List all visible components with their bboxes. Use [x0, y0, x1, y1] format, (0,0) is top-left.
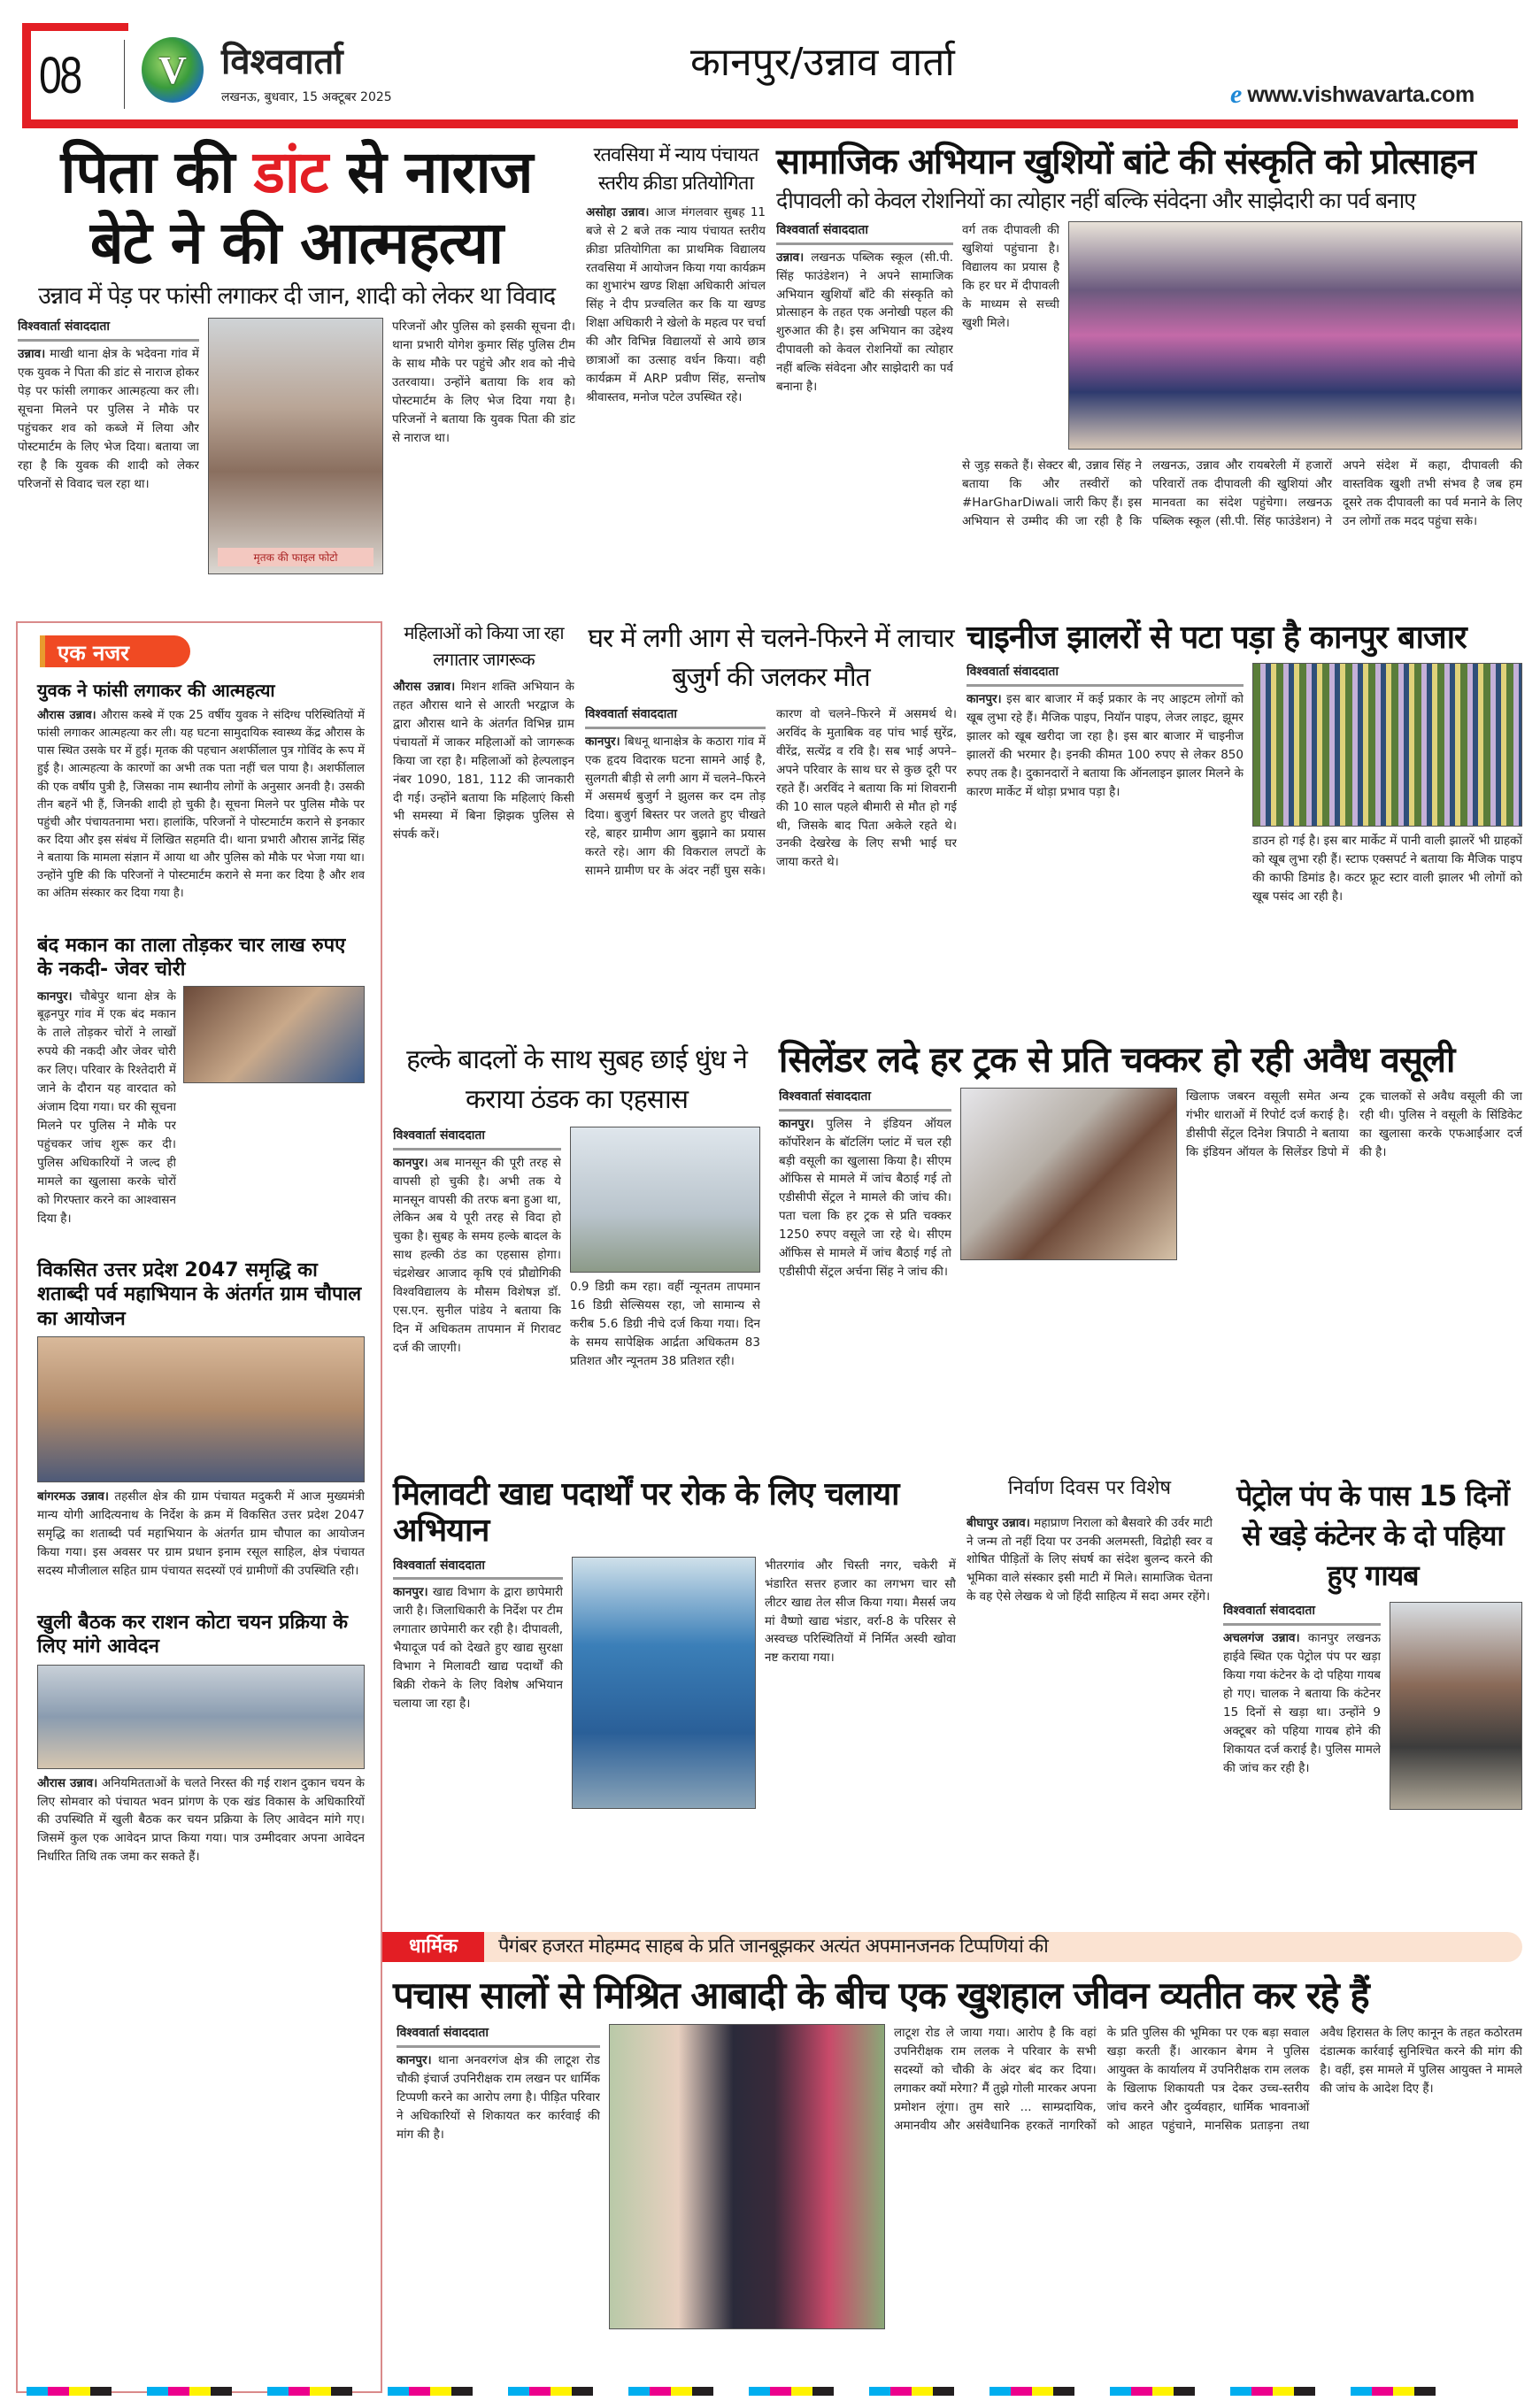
brief-story: [37, 1611, 365, 1867]
dateline: असोहा उन्नाव।: [586, 204, 650, 219]
registration-group: [388, 2387, 473, 2396]
body-text: चौबेपुर थाना क्षेत्र के बूढ़नपुर गांव में एक बंद मकान के ताले तोड़कर चोरों ने लाखों रुपये की नकदी और जेवर चोरी कर लिए। परिवार के रिश्तेदारी में जाने के दौरान यह वारदात को अंजाम दिया गया। घर की सूचना मिलने पर पुलिस ने मौके पर पहुंचकर जांच शुरू कर दी। पुलिस अधिकारियों ने जल्द ही मामले का खुलासा करके चोरों को गिरफ्तार करने का आश्वासन दिया है।: [37, 989, 176, 1226]
registration-group: [267, 2387, 352, 2396]
brief-body: [37, 1488, 365, 1581]
registration-group: [869, 2387, 954, 2396]
theft-photo: [183, 986, 365, 1083]
brief-headline: बंद मकान का ताला तोड़कर चार लाख रुपए के नकदी- जेवर चोरी: [37, 934, 346, 981]
petrol-columns: [1223, 1602, 1522, 1928]
registration-swatch: [749, 2387, 770, 2396]
body-text: तहसील क्षेत्र की ग्राम पंचायत मदुकरी में आज मुख्यमंत्री मान्य योगी आदित्यनाथ के निर्देश के क्रम में विकसित उत्तर प्रदेश 2047 समृद्धि का शताब्दी पर्व महाभियान के अंतर्गत ग्राम चौपाल का आयोजन किया गया। इस अवसर पर ग्राम प्रधान इनाम रसूल साहिल, क्षेत्र पंचायत सदस्य मौजीलाल सहित ग्राम पंचायत सदस्यों एवं ग्रामीणों की उपस्थिति रही।: [37, 1489, 365, 1578]
registration-swatch: [551, 2387, 572, 2396]
chinese-right: [1252, 663, 1522, 1031]
registration-swatch: [168, 2387, 189, 2396]
registration-swatch: [388, 2387, 409, 2396]
diwali-body-col1: [776, 221, 953, 615]
dharmik-body-2: लाटूश रोड ले जाया गया। आरोप है कि वहां उपनिरीक्षक राम ललक ने परिवार के सभी सदस्यों को चौकी के अंदर बंद कर दिया। लगाकर क्यों मरेगा? मैं तुझे गोली मारकर अपना प्रमोशन लूंगा। तुम सारे ... साम्प्रदायिक, अमानवीय और असंवैधानिक हरकतें नागरिकों के प्रति पुलिस की भूमिका पर एक बड़ा सवाल खड़ा करती हैं। आरकान बेगम ने पुलिस आयुक्त के कार्यालय में उपनिरीक्षक राम ललक के खिलाफ शिकायती पत्र देकर उच्च-स्तरीय जांच करने और दुर्व्यवहार, धार्मिक भावनाओं को आहत पहुंचाने, मानसिक प्रताड़ना तथा अवैध हिरासत के लिए कानून के तहत कठोरतम दंडात्मक कार्रवाई सुनिश्चित करने की मांग की है। वहीं, इस मामले में पुलिस आयुक्त ने मामले की जांच के आदेश दिए हैं।: [894, 2026, 1522, 2133]
dateline: बांगरमऊ उन्नाव।: [37, 1489, 110, 1504]
brief-story: [37, 1258, 365, 1581]
diwali-body-col2: वर्ग तक दीपावली की खुशियां पहुंचाना है। विद्यालय का प्रयास है कि हर घर में दीपावली के माध्यम से सच्ची खुशी मिले।: [962, 223, 1059, 330]
brief-headline: युवक ने फांसी लगाकर की आत्महत्या: [37, 680, 275, 701]
registration-swatch: [628, 2387, 650, 2396]
header-red-bottom: [22, 119, 1518, 128]
sports-body: [586, 204, 766, 611]
mahila-body: [393, 678, 574, 1031]
diwali-photo: [1068, 221, 1522, 450]
registration-swatch: [1273, 2387, 1294, 2396]
dateline: कानपुर।: [393, 1585, 428, 1600]
headline-red-word: डांट: [253, 138, 328, 206]
registration-swatch: [1011, 2387, 1032, 2396]
petrol-headline: पेट्रोल पंप के पास 15 दिनों से खड़े कंटेनर के दो पहिया हुए गायब: [1236, 1479, 1509, 1592]
browser-e-icon: e: [1230, 80, 1243, 109]
logo-v-icon: V: [158, 48, 187, 92]
body-text: इस बार बाजार में कई प्रकार के नए आइटम लोगों को खूब लुभा रहे हैं। मैजिक पाइप, नियॉन पाइप, लेजर लाइट, झूमर झालर को खूब खरीदा जा रहा है। इस बार बाजार में चाइनीज झालरों की भरमार है। इनकी कीमत 100 रुपए से लेकर 850 रुपए तक है। दुकानदारों ने बताया कि ऑनलाइन झालर मिलने के कारण मार्केट में थोड़ा प्रभाव पड़ा है।: [966, 692, 1244, 799]
registration-swatch: [1053, 2387, 1074, 2396]
nirvan-story: [966, 1476, 1213, 1928]
registration-group: [749, 2387, 834, 2396]
dharmik-columns: [397, 2024, 1522, 2379]
header-red-left: [22, 23, 31, 127]
weather-story: [393, 1040, 760, 1469]
brief-headline: विकसित उत्तर प्रदेश 2047 समृद्धि का शताब्दी पर्व महाभियान के अंतर्गत ग्राम चौपाल का आयोजन: [37, 1258, 362, 1330]
registration-swatch: [812, 2387, 834, 2396]
registration-swatch: [1251, 2387, 1273, 2396]
header-red-top: [22, 23, 128, 31]
byline: विश्ववार्ता संवाददाता: [393, 1557, 563, 1581]
dateline: औरास उन्नाव।: [393, 680, 456, 694]
ek-nazar-label: एक नजर: [40, 635, 190, 667]
headline-line-2: बेटे ने की आत्महत्या: [89, 209, 504, 277]
fire-body: [585, 705, 957, 1031]
registration-swatch: [1414, 2387, 1436, 2396]
body-text: कानपुर लखनऊ हाईवे स्थित एक पेट्रोल पंप पर खड़ा किया गया कंटेनर के दो पहिया गायब हो गए। चालक ने बताया कि कंटेनर 15 दिनों से खड़ा था। उन्होंने 9 अक्टूबर को पहिया गायब होने की शिकायत दर्ज कराई है। पुलिस मामले की जांच कर रही है।: [1223, 1631, 1381, 1775]
registration-swatch: [1294, 2387, 1315, 2396]
brief-story: [37, 680, 365, 904]
lead-columns: [18, 318, 575, 613]
diwali-headline: सामाजिक अभियान खुशियों बांटे की संस्कृति को प्रोत्साहन: [776, 142, 1475, 182]
registration-swatch: [912, 2387, 933, 2396]
weather-body: [393, 1127, 561, 1469]
registration-swatch: [770, 2387, 791, 2396]
lead-subhead: उन्नाव में पेड़ पर फांसी लगाकर दी जान, शादी को लेकर था विवाद: [38, 282, 555, 310]
registration-swatch: [147, 2387, 168, 2396]
container-truck-photo: [1390, 1602, 1522, 1810]
section-tag: धार्मिक: [382, 1932, 484, 1962]
registration-group: [1230, 2387, 1315, 2396]
registration-swatch: [289, 2387, 310, 2396]
body-text: माखी थाना क्षेत्र के भदेवना गांव में एक युवक ने पिता की डांट से नाराज होकर पेड़ पर फांसी लगाकर आत्महत्या कर ली। सूचना मिलने पर पुलिस ने मौके पर पहुंचकर शव को कब्जे में लिया और पोस्टमार्टम के लिए भेज दिया। बताया जा रहा है कि युवक की शादी को लेकर परिजनों से विवाद चल रहा था।: [18, 347, 199, 491]
milawati-body-2: भीतरगांव और चिस्ती नगर, चकेरी में भंडारित सत्तर हजार का लगभग चार सौ लीटर खाद्य तेल सीज किया गया। मैसर्स जय मां वैष्णो खाद्य भंडार, वर्रा-8 के परिसर से अस्वच्छ परिस्थितियों में निर्मित अस्वी खोवा नष्ट कराया गया।: [765, 1558, 956, 1666]
registration-swatch: [409, 2387, 430, 2396]
registration-marks: [27, 2387, 1522, 2396]
brief-body: [37, 707, 365, 904]
dharmik-story: [382, 1932, 1522, 2379]
dateline: कानपुर।: [393, 1155, 428, 1170]
registration-swatch: [1230, 2387, 1251, 2396]
brief-headline: खुली बैठक कर राशन कोटा चयन प्रक्रिया के लिए मांगे आवेदन: [37, 1611, 349, 1658]
chinese-body-2: डाउन हो गई है। इस बार मार्केट में पानी वाली झालरें भी ग्राहकों को खूब लुभा रही हैं। स्टाफ एक्सपर्ट ने बताया कि मैजिक पाइप की काफी डिमांड है। कटर फ्रूट स्टार वाली झालर भी लोगों को खूब पसंद आ रही है।: [1252, 834, 1522, 904]
chinese-lights-story: [966, 619, 1522, 1031]
body-text: पुलिस ने इंडियन ऑयल कॉर्पोरेशन के बॉटलिंग प्लांट में चल रही बड़ी वसूली का खुलासा किया है। सीएम ऑफिस से मामले में जांच बैठाई गई तो एडीसीपी सेंट्रल ने मामले की जांच की। पता चला कि हर ट्रक से प्रति चक्कर 1250 रुपए वसूले जा रहे थे। सीएम ऑफिस से मामले में जांच बैठाई गई तो एडीसीपी सेंट्रल अर्चना सिंह ने जांच की।: [779, 1116, 951, 1280]
dateline: कानपुर।: [779, 1116, 814, 1131]
registration-swatch: [267, 2387, 289, 2396]
registration-swatch: [1110, 2387, 1131, 2396]
body-text: आज मंगलवार सुबह 11 बजे से 2 बजे तक न्याय पंचायत स्तरीय क्रीडा प्रतियोगिता का प्राथमिक विद्यालय रतवसिया में आयोजन किया गया कार्यक्रम का शुभारंभ खण्ड शिक्षा अधिकारी आंचल सिंह ने दीप प्रज्वलित कर कि या खण्ड शिक्षा अधिकारी ने खेलो के महत्व पर चर्चा की और विभिन्न विद्यालयों से आये छात्र छात्राओं का उत्साह वर्धन किया। वही कार्यक्रम में ARP प्रवीण सिंह, सन्तोष श्रीवास्तव, मनोज पटेल उपस्थित रहे।: [586, 204, 766, 404]
cylinder-columns: [779, 1088, 1522, 1469]
headline-part: से नाराज: [327, 138, 533, 206]
cylinder-story: [779, 1040, 1522, 1469]
body-text: अनियमितताओं के चलते निरस्त की गई राशन दुकान चयन के लिए सोमवार को पंचायत भवन प्रांगण के एक खंड विकास के अधिकारियों की उपस्थिति में खुली बैठक कर चयन प्रक्रिया के लिए आवेदन मांगे गए। जिसमें कुल एक आवेदन प्राप्त किया गया। पात्र उम्मीदवार अपना आवेदन निर्धारित तिथि तक जमा कर सकते हैं।: [37, 1775, 365, 1865]
registration-swatch: [791, 2387, 812, 2396]
registration-swatch: [1032, 2387, 1053, 2396]
chinese-body: [966, 663, 1244, 1031]
registration-group: [27, 2387, 112, 2396]
byline: विश्ववार्ता संवाददाता: [397, 2024, 600, 2048]
dateline: बीघापुर उन्नाव।: [966, 1515, 1030, 1530]
dateline: अचलगंज उन्नाव।: [1223, 1631, 1300, 1646]
cylinder-headline: सिलेंडर लदे हर ट्रक से प्रति चक्कर हो रही अवैध वसूली: [779, 1040, 1455, 1081]
mahila-story: [393, 619, 574, 1031]
brief-story: [37, 934, 365, 1228]
body-text: महाप्राण निराला को बैसवारे की उर्वर माटी ने जन्म तो नहीं दिया पर उनकी अलमस्ती, विद्रोही स्वर व शोषित पीड़ितों के लिए संघर्ष का संदेश बुलन्द करने की भूमिका वाले संस्कार इसी माटी में मिले। सामाजिक चेतना के वह ऐसे लेखक थे जो हिंदी साहित्य में सदा अमर रहेंगे।: [966, 1515, 1213, 1605]
petrol-body: [1223, 1602, 1381, 1928]
brief-body: [37, 988, 176, 1228]
registration-swatch: [1152, 2387, 1174, 2396]
diwali-body-lower: से जुड़ सकते हैं। सेक्टर बी, उन्नाव सिंह ने बताया कि और तस्वीरों को #HarGharDiwali जारी किए हैं। इस अभियान से उम्मीद की जा रही है कि लखनऊ, उन्नाव और रायबरेली में हजारों परिवारों तक दीपावली की खुशियां और मानवता का संदेश पहुंचेगा। लखनऊ पब्लिक स्कूल (सी.पी. सिंह फाउंडेशन) ने अपने संदेश में कहा, दीपावली की वास्तविक खुशी तभी संभव है जब हम दूसरे तक दीपावली का पर्व मनाने के लिए उन लोगों तक मदद पहुंचा सके।: [962, 458, 1522, 528]
registration-swatch: [650, 2387, 671, 2396]
registration-swatch: [1174, 2387, 1195, 2396]
chinese-columns: [966, 663, 1522, 1031]
registration-group: [989, 2387, 1074, 2396]
registration-swatch: [451, 2387, 473, 2396]
registration-swatch: [869, 2387, 890, 2396]
milawati-photo: [572, 1557, 756, 1809]
registration-swatch: [572, 2387, 593, 2396]
dateline: लखनऊ, बुधवार, 15 अक्टूबर 2025: [221, 90, 392, 104]
dateline: औरास उन्नाव।: [37, 1775, 98, 1790]
registration-swatch: [27, 2387, 48, 2396]
nirvan-body: [966, 1514, 1213, 1928]
registration-group: [628, 2387, 713, 2396]
registration-swatch: [430, 2387, 451, 2396]
chinese-lights-photo: [1252, 663, 1522, 827]
petrol-pump-story: [1223, 1476, 1522, 1928]
dharmik-banner: [382, 1932, 1522, 1962]
website-link[interactable]: [1230, 80, 1475, 110]
cylinder-body-2: खिलाफ जबरन वसूली समेत अन्य गंभीर धाराओं में रिपोर्ट दर्ज कराई है। डीसीपी सेंट्रल दिनेश त्रिपाठी ने बताया कि इंडियन ऑयल के सिलेंडर डिपो में ट्रक चालकों से अवैध वसूली की जा रही थी। पुलिस ने वसूली के सिंडिकेट का खुलासा करके एफआईआर दर्ज की है।: [1186, 1089, 1522, 1159]
section-title: कानपुर/उन्नाव वार्ता: [690, 40, 955, 85]
dateline: उन्नाव।: [776, 250, 805, 265]
body-text: लखनऊ पब्लिक स्कूल (सी.पी. सिंह फाउंडेशन) ने अपने सामाजिक अभियान खुशियाँ बाँटे की संस्कृति को प्रोत्साहन के तहत एक अनोखी पहल की शुरुआत की है। इस अभियान का उद्देश्य दीपावली को केवल रोशनियों का त्योहार नहीं बल्कि संवेदना और साझेदारी का पर्व बनाना है।: [776, 250, 953, 395]
registration-group: [147, 2387, 232, 2396]
diwali-top-row: [962, 221, 1522, 450]
registration-group: [1110, 2387, 1195, 2396]
registration-swatch: [331, 2387, 352, 2396]
photo-caption: मृतक की फाइल फोटो: [218, 548, 373, 566]
headline-part: पिता की: [60, 138, 254, 206]
byline: विश्ववार्ता संवाददाता: [776, 221, 953, 245]
registration-swatch: [90, 2387, 112, 2396]
byline: विश्ववार्ता संवाददाता: [18, 318, 199, 342]
dateline: कानपुर।: [397, 2052, 432, 2067]
registration-swatch: [692, 2387, 713, 2396]
nirvan-headline: निर्वाण दिवस पर विशेष: [1007, 1477, 1172, 1499]
sports-headline: रतवसिया में न्याय पंचायत स्तरीय क्रीडा प्रतियोगिता: [593, 144, 758, 195]
fire-story: [585, 619, 957, 1031]
registration-swatch: [1131, 2387, 1152, 2396]
registration-swatch: [48, 2387, 69, 2396]
brief-body: [37, 1774, 365, 1867]
byline: विश्ववार्ता संवाददाता: [1223, 1602, 1381, 1626]
kicker: पैगंबर हजरत मोहम्मद साहब के प्रति जानबूझकर अत्यंत अपमानजनक टिप्पणियां की: [497, 1935, 1049, 1958]
lead-story: [18, 137, 575, 613]
registration-swatch: [989, 2387, 1011, 2396]
byline: विश्ववार्ता संवाददाता: [779, 1088, 951, 1112]
byline: विश्ववार्ता संवाददाता: [585, 705, 766, 729]
dateline: कानपुर।: [37, 989, 73, 1004]
weather-body-2: 0.9 डिग्री कम रहा। वहीं न्यूनतम तापमान 16 डिग्री सेल्सियस रहा, जो सामान्य से करीब 5.6 डिग्री नीचे दर्ज किया गया। दिन के समय सापेक्षिक आर्द्रता अधिकतम 83 प्रतिशत और न्यूनतम 38 प्रतिशत रही।: [570, 1280, 760, 1368]
fire-headline: घर में लगी आग से चलने-फिरने में लाचार बुजुर्ग की जलकर मौत: [588, 623, 954, 693]
dateline: कानपुर।: [966, 692, 1002, 707]
dateline: उन्नाव।: [18, 347, 46, 362]
weather-headline: हल्के बादलों के साथ सुबह छाई धुंध ने कराया ठंडक का एहसास: [406, 1044, 747, 1115]
diwali-columns: [776, 221, 1522, 615]
registration-swatch: [69, 2387, 90, 2396]
registration-swatch: [508, 2387, 529, 2396]
mahila-headline: महिलाओं को किया जा रहा लगातार जागरूक: [404, 622, 564, 670]
registration-swatch: [890, 2387, 912, 2396]
registration-swatch: [933, 2387, 954, 2396]
lead-photo: [208, 318, 383, 574]
diwali-subhead: दीपावली को केवल रोशनियों का त्योहार नहीं बल्कि संवेदना और साझेदारी का पर्व बनाए: [776, 188, 1415, 213]
registration-swatch: [189, 2387, 211, 2396]
milawati-columns: [393, 1557, 956, 1928]
registration-swatch: [671, 2387, 692, 2396]
dateline: औरास उन्नाव।: [37, 709, 96, 722]
registration-group: [508, 2387, 593, 2396]
body-text: खाद्य विभाग के द्वारा छापेमारी जारी है। जिलाधिकारी के निर्देश पर टीम लगातार छापेमारी कर रही है। दीपावली, भैयादूज पर्व को देखते हुए खाद्य सुरक्षा विभाग ने मिलावटी खाद्य पदार्थों की बिक्री रोकने के लिए विशेष अभियान चलाया जा रहा है।: [393, 1585, 563, 1711]
ek-nazar-box: [16, 621, 382, 2393]
chaupal-photo: [37, 1336, 365, 1482]
body-text: औरास कस्बे में एक 25 वर्षीय युवक ने संदिग्ध परिस्थितियों में फांसी लगाकर आत्महत्या कर ली। यह घटना सामुदायिक स्वास्थ्य केंद्र औरास के पास स्थित उसके घर में हुई। मृतक की पहचान अशर्फीलाल पुत्र गोविंद के रूप में हुई है। आत्महत्या के कारणों का अभी तक पता नहीं चल पाया है। अशर्फीलाल की एक वर्षीय पुत्री है, जिसका नाम स्थानीय लोगों के अनुसार अनवी है। उसकी तीन बहनें भी हैं, जिनकी शादी हो चुकी है। सूचना मिलने पर पुलिस मौके पर पहुंची और पंचायतनामा भरा। हालांकि, परिजनों ने पोस्टमार्टम कराने से इनकार कर दिया और इस संबंध में लिखित सहमति दी। थाना प्रभारी औरास ज्ञानेंद्र सिंह ने बताया कि मामला संज्ञान में आया था और पुलिस को मौके पर भेजा गया था। उन्होंने पुष्टि की कि परिजनों ने पोस्टमार्टम कराने से मना कर दिया है और शव का अंतिम संस्कार कर दिया गया है।: [37, 709, 365, 901]
registration-swatch: [1393, 2387, 1414, 2396]
body-text: अब मानसून की पूरी तरह से वापसी हो चुकी है। अभी तक ये मानसून वापसी की तरफ बना हुआ था, लेकिन अब ये पूरी तरह से विदा हो चुका है। सुबह के समय हल्के बादल के साथ हल्की ठंड का एहसास होगा। चंद्रशेखर आजाद कृषि एवं प्रौद्योगिकी विश्वविद्यालय के मौसम विशेषज्ञ डॉ. एस.एन. सुनील पांडेय ने बताया कि दिन में अधिकतम तापमान में गिरावट दर्ज की जाएगी।: [393, 1155, 561, 1355]
byline: विश्ववार्ता संवाददाता: [966, 663, 1244, 687]
lead-body-col1: [18, 318, 199, 613]
body-text: मिशन शक्ति अभियान के तहत औरास थाने से आरती भरद्वाज के द्वारा औरास थाने के अंतर्गत विभिन्न ग्राम पंचायतों में जाकर महिलाओं को जागरूक किया जा रहा है। महिलाओं को हेल्पलाइन नंबर 1090, 181, 112 की जानकारी दी गई। उन्होंने बताया कि महिलाएं किसी भी समस्या में बिना झिझक पुलिस से संपर्क करें।: [393, 680, 574, 843]
meeting-photo: [37, 1665, 365, 1769]
milawati-story: [393, 1476, 956, 1928]
dharmik-headline: पचास सालों से मिश्रित आबादी के बीच एक खुशहाल जीवन व्यतीत कर रहे हैं: [393, 1974, 1369, 2017]
registration-swatch: [529, 2387, 551, 2396]
milawati-headline: मिलावटी खाद्य पदार्थों पर रोक के लिए चलाया अभियान: [393, 1476, 899, 1550]
cylinder-photo: [960, 1088, 1177, 1260]
dharmik-photo: [609, 2024, 885, 2329]
logo: [142, 37, 204, 103]
weather-right: [570, 1127, 760, 1469]
lead-headline: [18, 137, 575, 279]
page-number: 08: [39, 47, 81, 104]
registration-swatch: [1372, 2387, 1393, 2396]
body-text: बिधनू थानाक्षेत्र के कठारा गांव में एक हृदय विदारक घटना सामने आई है, सुलगती बीड़ी से लगी आग में चलने–फिरने में असमर्थ बुजुर्ग ने झुलस कर दम तोड़ दिया। बुजुर्ग बिस्तर पर जलते हुए चीखते रहे, बाहर ग्रामीण आग बुझाने का प्रयास करते रहे। आग की विकराल लपटों के सामने ग्रामीण घर के अंदर नहीं घुस सके। कारण वो चलने–फिरने में असमर्थ थे। अरविंद के मुताबिक वह पांच भाई सुरेंद्र, वीरेंद्र, सत्येंद्र व रवि है। सब भाई अपने–अपने परिवार के साथ घर से कुछ दूरी पर रहते हैं। अरविंद ने बताया कि मां शिवरानी की 10 साल पहले बीमारी से मौत हो गई थी, जिसके बाद पिता अकेले रहते थे। उनकी देखरेख के लिए सभी भाई घर जाया करते थे।: [585, 707, 957, 879]
body-text: थाना अनवरगंज क्षेत्र की लाटूश रोड चौकी इंचार्ज उपनिरीक्षक राम लखन पर धार्मिक टिप्पणी करने का आरोप लगा है। पीड़ित परिवार ने अधिकारियों से शिकायत कर कार्रवाई की मांग की है।: [397, 2052, 600, 2142]
chinese-headline: चाइनीज झालरों से पटा पड़ा है कानपुर बाजार: [966, 619, 1467, 656]
weather-columns: [393, 1127, 760, 1469]
header: [0, 0, 1540, 133]
registration-swatch: [1351, 2387, 1372, 2396]
diwali-right-area: [962, 221, 1522, 615]
cylinder-body: [779, 1088, 951, 1469]
registration-swatch: [310, 2387, 331, 2396]
milawati-body: [393, 1557, 563, 1928]
website-url: www.vishwavarta.com: [1247, 81, 1475, 107]
dateline: कानपुर।: [585, 734, 620, 749]
sports-story: [586, 142, 766, 611]
registration-swatch: [211, 2387, 232, 2396]
masthead-title[interactable]: विश्ववार्ता: [221, 42, 343, 82]
diwali-story: [776, 142, 1522, 615]
byline: विश्ववार्ता संवाददाता: [393, 1127, 561, 1150]
dharmik-body: [397, 2024, 600, 2379]
registration-group: [1351, 2387, 1436, 2396]
lead-body-col2: परिजनों और पुलिस को इसकी सूचना दी। थाना प्रभारी योगेश कुमार सिंह पुलिस टीम के साथ मौके पर पहुंचे और शव को नीचे उतरवाया। उन्होंने बताया कि शव को पोस्टमार्टम के लिए भेज दिया गया है। परिजनों ने बताया कि युवक पिता की डांट से नाराज था।: [392, 319, 575, 445]
weather-photo: [570, 1127, 760, 1273]
header-divider: [124, 40, 125, 109]
